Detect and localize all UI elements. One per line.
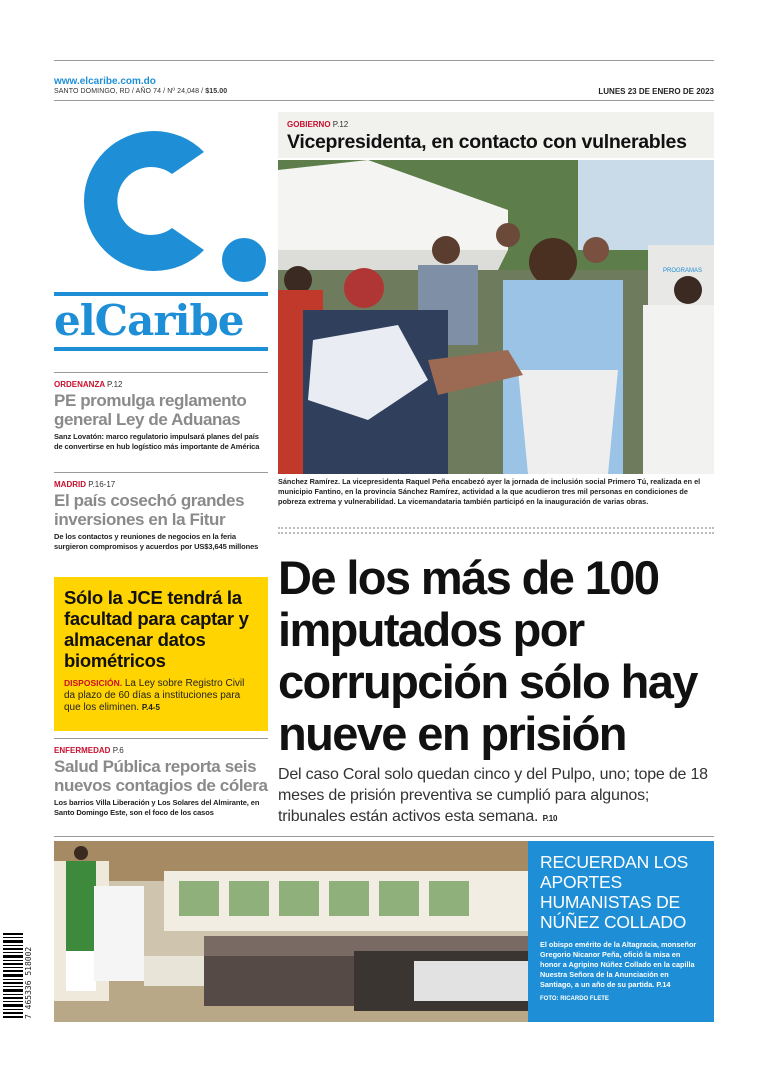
- masthead-rule: [54, 100, 714, 101]
- dotted-divider: [278, 532, 714, 534]
- logo-wordmark[interactable]: elCaribe: [54, 296, 244, 345]
- issue-date: LUNES 23 DE ENERO DE 2023: [598, 87, 714, 96]
- edition-price: $15.00: [205, 88, 228, 95]
- dotted-divider: [278, 527, 714, 529]
- feature-text: El obispo emérito de la Altagracia, monseñor Gregorio Nicanor Peña, ofició la misa en honor a Agripino Núñez Collado en la capilla Nuestra Señora de la Anunciación en Santiago, a un año de su partida. P.14: [540, 940, 697, 989]
- story-dek: Sanz Lovatón: marco regulatorio impulsará planes del país de convertirse en hub logístico más importante de América: [54, 432, 260, 451]
- story-headline[interactable]: El país cosechó grandes inversiones en la Fitur: [54, 491, 245, 529]
- feature-headline[interactable]: RECUERDAN LOS APORTES HUMANISTAS DE NÚÑEZ COLLADO: [540, 852, 689, 932]
- top-story-caption: Sánchez Ramírez. La vicepresidenta Raquel Peña encabezó ayer la jornada de inclusión social Primero Tú, realizada en el municipio Fantino, en la provincia Sánchez Ramírez, actividad a la que acudieron tres mil personas en condiciones de pobreza extrema y vulnerabilidad. La vicemandataria también participó en la inauguración de varias obras.: [278, 477, 701, 506]
- highlight-box-jce[interactable]: [54, 577, 268, 731]
- story-fitur[interactable]: [54, 480, 268, 552]
- feature-box-nunez[interactable]: [528, 841, 714, 1022]
- story-headline[interactable]: PE promulga reglamento general Ley de Aduanas: [54, 391, 247, 429]
- barcode-icon: [3, 933, 23, 1019]
- story-kicker: ENFERMEDAD P.6: [54, 746, 124, 755]
- mass-photo[interactable]: [54, 841, 528, 1022]
- logo-c-icon[interactable]: [54, 110, 268, 290]
- logo-bar-bottom: [54, 347, 268, 351]
- highlight-text: DISPOSICIÓN. La Ley sobre Registro Civil da plazo de 60 días a instituciones para que los eliminen. P.4-5: [64, 678, 245, 713]
- site-url[interactable]: www.elcaribe.com.do: [54, 76, 156, 87]
- barcode-number: 7 465336 518002: [24, 946, 33, 1019]
- story-kicker: ORDENANZA P.12: [54, 380, 123, 389]
- sign-text: PROGRAMAS: [663, 268, 703, 274]
- divider: [54, 738, 268, 739]
- main-headline[interactable]: De los más de 100 imputados por corrupción sólo hay nueve en prisión: [278, 551, 697, 760]
- story-colera[interactable]: [54, 746, 268, 818]
- photo-credit: FOTO: RICARDO FLETE: [540, 996, 609, 1002]
- edition-info: [54, 88, 227, 95]
- story-dek: Los barrios Villa Liberación y Los Solares del Almirante, en Santo Domingo Este, son el foco de los casos: [54, 798, 260, 817]
- bottom-rule: [54, 836, 714, 837]
- masthead-top-rule: [54, 60, 714, 61]
- divider: [54, 472, 268, 473]
- main-dek: Del caso Coral solo quedan cinco y del Pulpo, uno; tope de 18 meses de prisión preventiva se cumplió para algunos; tribunales están activos esta semana. P.10: [278, 766, 708, 825]
- edition-text: SANTO DOMINGO, RD / AÑO 74 / Nº 24,048 /: [54, 88, 204, 95]
- story-dek: De los contactos y reuniones de negocios en la feria surgieron compromisos y acuerdos por US$3,645 millones: [54, 532, 259, 551]
- highlight-headline[interactable]: Sólo la JCE tendrá la facultad para captar y almacenar datos biométricos: [64, 587, 249, 671]
- story-headline[interactable]: Salud Pública reporta seis nuevos contagios de cólera: [54, 757, 268, 795]
- top-story-headline[interactable]: Vicepresidenta, en contacto con vulnerables: [287, 131, 687, 153]
- top-story-photo[interactable]: [278, 160, 714, 474]
- divider: [54, 372, 268, 373]
- story-aduanas[interactable]: [54, 380, 268, 452]
- story-kicker: MADRID P.16-17: [54, 480, 116, 489]
- top-story-kicker: GOBIERNO P.12: [287, 120, 349, 129]
